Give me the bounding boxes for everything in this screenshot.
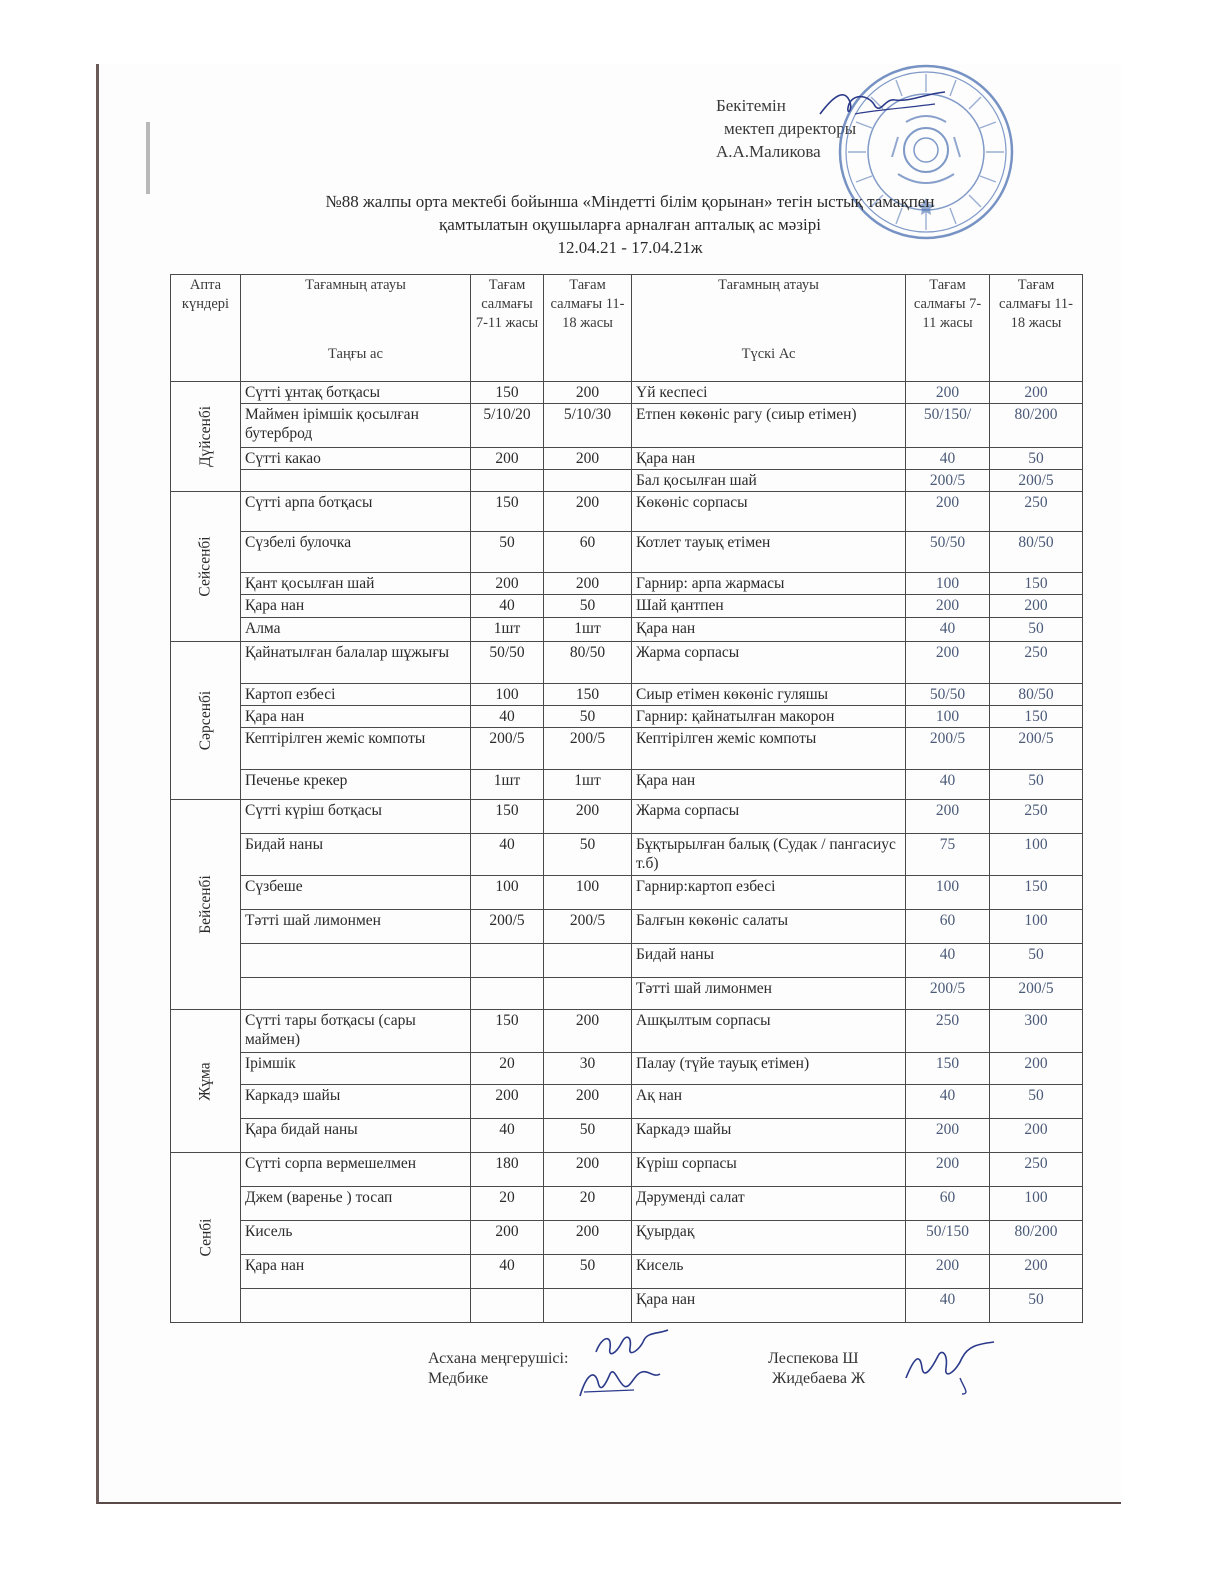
breakfast-weight-11-18-cell — [544, 978, 632, 1010]
lunch-dish-cell: Ақ нан — [632, 1085, 906, 1119]
table-row — [171, 470, 1083, 492]
lunch-weight-11-18-cell: 100 — [990, 1187, 1083, 1221]
lunch-weight-7-11-cell: 200 — [906, 1255, 990, 1289]
lunch-weight-11-18-cell: 200 — [990, 382, 1083, 404]
lunch-weight-11-18-cell: 250 — [990, 492, 1083, 532]
table-row — [171, 618, 1083, 642]
table-row — [171, 876, 1083, 910]
breakfast-weight-7-11-cell: 100 — [471, 876, 544, 910]
lunch-weight-7-11-cell: 100 — [906, 573, 990, 595]
breakfast-dish-cell: Бидай наны — [241, 834, 471, 876]
lunch-weight-11-18-cell: 50 — [990, 1289, 1083, 1323]
breakfast-weight-7-11-cell — [471, 1289, 544, 1323]
breakfast-weight-7-11-cell: 200 — [471, 573, 544, 595]
day-name-cell — [171, 800, 241, 1010]
lunch-dish-cell: Қара нан — [632, 618, 906, 642]
lunch-weight-11-18-cell: 80/50 — [990, 532, 1083, 573]
table-row — [171, 532, 1083, 573]
lunch-weight-11-18-cell: 250 — [990, 642, 1083, 684]
lunch-weight-11-18-cell: 50 — [990, 770, 1083, 800]
breakfast-weight-11-18-cell: 50 — [544, 1255, 632, 1289]
lunch-dish-cell: Қара нан — [632, 448, 906, 470]
lunch-weight-7-11-cell: 150 — [906, 1053, 990, 1085]
lunch-weight-11-18-cell: 100 — [990, 910, 1083, 944]
approval-line-1: Бекітемін — [716, 96, 786, 115]
breakfast-dish-cell: Қара нан — [241, 706, 471, 728]
breakfast-weight-7-11-cell: 150 — [471, 382, 544, 404]
lunch-dish-cell: Каркадэ шайы — [632, 1119, 906, 1153]
lunch-weight-11-18-cell: 100 — [990, 834, 1083, 876]
header-lunch-name: Тағамның атауы — [718, 277, 819, 293]
breakfast-weight-7-11-cell: 180 — [471, 1153, 544, 1187]
breakfast-dish-cell: Картоп езбесі — [241, 684, 471, 706]
head-signature — [900, 1338, 1000, 1396]
lunch-weight-7-11-cell: 200 — [906, 800, 990, 834]
footer-name-canteen: Леспекова Ш — [768, 1350, 859, 1367]
breakfast-weight-7-11-cell — [471, 944, 544, 978]
lunch-weight-7-11-cell: 100 — [906, 876, 990, 910]
lunch-weight-7-11-cell: 50/150/ — [906, 404, 990, 448]
breakfast-weight-11-18-cell: 200 — [544, 448, 632, 470]
breakfast-dish-cell: Сүтті сорпа вермешелмен — [241, 1153, 471, 1187]
day-name: Жұма — [196, 1061, 214, 1101]
breakfast-dish-cell: Сүтті тары ботқасы (сары маймен) — [241, 1010, 471, 1053]
lunch-dish-cell: Гарнир: қайнатылған макорон — [632, 706, 906, 728]
table-row — [171, 1119, 1083, 1153]
day-name-cell — [171, 642, 241, 800]
lunch-dish-cell: Ашқылтым сорпасы — [632, 1010, 906, 1053]
breakfast-dish-cell: Каркадэ шайы — [241, 1085, 471, 1119]
table-row — [171, 1053, 1083, 1085]
lunch-weight-7-11-cell: 40 — [906, 1085, 990, 1119]
breakfast-weight-7-11-cell: 40 — [471, 595, 544, 618]
lunch-weight-11-18-cell: 80/50 — [990, 684, 1083, 706]
lunch-weight-11-18-cell: 300 — [990, 1010, 1083, 1053]
header-breakfast-label: Таңғы ас — [328, 346, 383, 362]
table-row — [171, 834, 1083, 876]
table-row — [171, 573, 1083, 595]
breakfast-dish-cell: Сүзбелі булочка — [241, 532, 471, 573]
breakfast-weight-7-11-cell: 50/50 — [471, 642, 544, 684]
day-name: Сейсенбі — [196, 536, 214, 597]
breakfast-weight-11-18-cell: 20 — [544, 1187, 632, 1221]
menu-title — [230, 190, 1030, 259]
breakfast-weight-11-18-cell: 200 — [544, 382, 632, 404]
table-row — [171, 1221, 1083, 1255]
breakfast-dish-cell: Сүтті какао — [241, 448, 471, 470]
breakfast-weight-11-18-cell: 50 — [544, 834, 632, 876]
breakfast-dish-cell: Джем (варенье ) тосап — [241, 1187, 471, 1221]
title-line-2: қамтылатын оқушыларға арналған апталық ас мәзірі — [439, 215, 821, 234]
footer-role-nurse: Медбике — [428, 1370, 489, 1387]
lunch-weight-7-11-cell: 200/5 — [906, 728, 990, 770]
lunch-dish-cell: Үй кеспесі — [632, 382, 906, 404]
lunch-weight-11-18-cell: 150 — [990, 573, 1083, 595]
breakfast-weight-7-11-cell: 40 — [471, 1255, 544, 1289]
header-weight-7-11: Тағам салмағы 7-11 жасы — [471, 275, 544, 382]
breakfast-weight-11-18-cell: 200 — [544, 573, 632, 595]
lunch-weight-11-18-cell: 150 — [990, 706, 1083, 728]
lunch-weight-7-11-cell: 200 — [906, 492, 990, 532]
lunch-dish-cell: Гарнир:картоп езбесі — [632, 876, 906, 910]
lunch-weight-7-11-cell: 40 — [906, 770, 990, 800]
lunch-dish-cell: Қуырдақ — [632, 1221, 906, 1255]
lunch-weight-7-11-cell: 60 — [906, 1187, 990, 1221]
margin-mark — [146, 122, 150, 194]
table-row — [171, 1085, 1083, 1119]
breakfast-weight-11-18-cell: 200/5 — [544, 910, 632, 944]
table-row — [171, 1289, 1083, 1323]
canteen-signature — [592, 1326, 672, 1366]
day-name: Сәрсенбі — [197, 690, 214, 751]
lunch-weight-11-18-cell: 50 — [990, 618, 1083, 642]
lunch-weight-7-11-cell: 60 — [906, 910, 990, 944]
title-line-1: №88 жалпы орта мектебі бойынша «Міндетті білім қорынан» тегін ыстық тамақпен — [325, 192, 935, 211]
breakfast-weight-11-18-cell: 200 — [544, 1221, 632, 1255]
table-body — [171, 382, 1083, 1323]
table-row — [171, 492, 1083, 532]
lunch-dish-cell: Жарма сорпасы — [632, 642, 906, 684]
table-row — [171, 382, 1083, 404]
header-lunch — [632, 275, 906, 382]
lunch-weight-11-18-cell: 250 — [990, 1153, 1083, 1187]
lunch-dish-cell: Сиыр етімен көкөніс гуляшы — [632, 684, 906, 706]
breakfast-weight-7-11-cell: 20 — [471, 1187, 544, 1221]
lunch-dish-cell: Палау (түйе тауық етімен) — [632, 1053, 906, 1085]
day-name-cell — [171, 492, 241, 642]
lunch-weight-11-18-cell: 150 — [990, 876, 1083, 910]
table-row — [171, 800, 1083, 834]
breakfast-weight-7-11-cell: 20 — [471, 1053, 544, 1085]
breakfast-weight-11-18-cell: 200 — [544, 800, 632, 834]
lunch-weight-11-18-cell: 200/5 — [990, 470, 1083, 492]
table-row — [171, 1255, 1083, 1289]
breakfast-weight-7-11-cell: 5/10/20 — [471, 404, 544, 448]
lunch-weight-7-11-cell: 200 — [906, 595, 990, 618]
header-lunch-label: Түскі Ас — [741, 346, 796, 362]
breakfast-weight-7-11-cell: 100 — [471, 684, 544, 706]
breakfast-weight-11-18-cell: 200 — [544, 1085, 632, 1119]
lunch-weight-7-11-cell: 40 — [906, 1289, 990, 1323]
breakfast-weight-11-18-cell: 200 — [544, 1153, 632, 1187]
table-row — [171, 770, 1083, 800]
day-name: Дүйсенбі — [197, 405, 214, 468]
header-lunch-weight-7-11: Тағам салмағы 7-11 жасы — [906, 275, 990, 382]
breakfast-weight-7-11-cell: 40 — [471, 706, 544, 728]
breakfast-weight-11-18-cell: 200 — [544, 492, 632, 532]
table-row — [171, 978, 1083, 1010]
day-name-cell — [171, 382, 241, 492]
lunch-dish-cell: Қара нан — [632, 1289, 906, 1323]
breakfast-weight-11-18-cell — [544, 470, 632, 492]
lunch-weight-11-18-cell: 200 — [990, 1119, 1083, 1153]
lunch-dish-cell: Қара нан — [632, 770, 906, 800]
header-breakfast-name: Тағамның атауы — [305, 277, 406, 293]
breakfast-weight-7-11-cell: 50 — [471, 532, 544, 573]
breakfast-weight-7-11-cell: 1шт — [471, 770, 544, 800]
lunch-weight-7-11-cell: 75 — [906, 834, 990, 876]
lunch-dish-cell: Тәтті шай лимонмен — [632, 978, 906, 1010]
weekly-menu-table — [170, 274, 1083, 1323]
lunch-weight-7-11-cell: 200/5 — [906, 470, 990, 492]
breakfast-weight-11-18-cell: 100 — [544, 876, 632, 910]
footer-roles — [428, 1349, 568, 1389]
breakfast-dish-cell: Қара бидай наны — [241, 1119, 471, 1153]
breakfast-weight-11-18-cell: 50 — [544, 1119, 632, 1153]
day-name-cell — [171, 1010, 241, 1153]
lunch-weight-7-11-cell: 250 — [906, 1010, 990, 1053]
table-row — [171, 728, 1083, 770]
breakfast-weight-7-11-cell — [471, 978, 544, 1010]
table-row — [171, 706, 1083, 728]
lunch-dish-cell: Шай қантпен — [632, 595, 906, 618]
lunch-weight-7-11-cell: 100 — [906, 706, 990, 728]
table-row — [171, 944, 1083, 978]
breakfast-dish-cell — [241, 944, 471, 978]
table-row — [171, 1153, 1083, 1187]
breakfast-weight-11-18-cell: 150 — [544, 684, 632, 706]
lunch-dish-cell: Бидай наны — [632, 944, 906, 978]
breakfast-dish-cell: Маймен ірімшік қосылған бутерброд — [241, 404, 471, 448]
lunch-weight-7-11-cell: 200 — [906, 382, 990, 404]
lunch-weight-11-18-cell: 80/200 — [990, 1221, 1083, 1255]
breakfast-weight-7-11-cell: 200 — [471, 1085, 544, 1119]
lunch-weight-11-18-cell: 200 — [990, 1053, 1083, 1085]
table-row — [171, 910, 1083, 944]
lunch-weight-11-18-cell: 200 — [990, 1255, 1083, 1289]
breakfast-dish-cell: Ірімшік — [241, 1053, 471, 1085]
lunch-weight-7-11-cell: 40 — [906, 448, 990, 470]
lunch-dish-cell: Күріш сорпасы — [632, 1153, 906, 1187]
breakfast-dish-cell: Сүтті күріш ботқасы — [241, 800, 471, 834]
approval-line-3: А.А.Маликова — [716, 142, 821, 161]
breakfast-weight-11-18-cell — [544, 1289, 632, 1323]
breakfast-weight-11-18-cell: 200/5 — [544, 728, 632, 770]
breakfast-dish-cell — [241, 1289, 471, 1323]
breakfast-weight-11-18-cell: 50 — [544, 595, 632, 618]
lunch-dish-cell: Кисель — [632, 1255, 906, 1289]
lunch-dish-cell: Бал қосылған шай — [632, 470, 906, 492]
lunch-weight-7-11-cell: 40 — [906, 618, 990, 642]
footer-names — [768, 1349, 865, 1389]
breakfast-weight-11-18-cell: 200 — [544, 1010, 632, 1053]
breakfast-dish-cell: Сүтті арпа ботқасы — [241, 492, 471, 532]
table-row — [171, 642, 1083, 684]
lunch-dish-cell: Балғын көкөніс салаты — [632, 910, 906, 944]
lunch-weight-7-11-cell: 50/50 — [906, 532, 990, 573]
lunch-dish-cell: Гарнир: арпа жармасы — [632, 573, 906, 595]
footer-name-nurse: Жидебаева Ж — [772, 1370, 866, 1387]
breakfast-dish-cell: Қант қосылған шай — [241, 573, 471, 595]
table-row — [171, 448, 1083, 470]
breakfast-weight-7-11-cell: 200 — [471, 1221, 544, 1255]
lunch-weight-11-18-cell: 200 — [990, 595, 1083, 618]
breakfast-weight-11-18-cell: 50 — [544, 706, 632, 728]
lunch-weight-7-11-cell: 200/5 — [906, 978, 990, 1010]
lunch-dish-cell: Етпен көкөніс рагу (сиыр етімен) — [632, 404, 906, 448]
breakfast-weight-7-11-cell: 40 — [471, 1119, 544, 1153]
header-day: Апта күндері — [171, 275, 241, 382]
breakfast-weight-11-18-cell — [544, 944, 632, 978]
breakfast-weight-7-11-cell: 40 — [471, 834, 544, 876]
lunch-weight-11-18-cell: 80/200 — [990, 404, 1083, 448]
breakfast-weight-11-18-cell: 5/10/30 — [544, 404, 632, 448]
breakfast-dish-cell: Печенье крекер — [241, 770, 471, 800]
breakfast-dish-cell: Қара нан — [241, 595, 471, 618]
director-signature — [815, 84, 950, 124]
breakfast-weight-11-18-cell: 30 — [544, 1053, 632, 1085]
lunch-weight-11-18-cell: 200/5 — [990, 728, 1083, 770]
breakfast-dish-cell: Сүтті ұнтақ ботқасы — [241, 382, 471, 404]
breakfast-dish-cell: Кептірілген жеміс компоты — [241, 728, 471, 770]
approval-line-2: мектеп директоры — [724, 119, 857, 138]
lunch-weight-7-11-cell: 40 — [906, 944, 990, 978]
lunch-dish-cell: Бұқтырылған балық (Судак / пангасиус т.б) — [632, 834, 906, 876]
table-row — [171, 595, 1083, 618]
table-row — [171, 1187, 1083, 1221]
breakfast-dish-cell: Қара нан — [241, 1255, 471, 1289]
breakfast-dish-cell: Тәтті шай лимонмен — [241, 910, 471, 944]
breakfast-weight-7-11-cell — [471, 470, 544, 492]
breakfast-weight-7-11-cell: 200 — [471, 448, 544, 470]
header-lunch-weight-11-18: Тағам салмағы 11-18 жасы — [990, 275, 1083, 382]
day-name: Сенбі — [197, 1218, 214, 1257]
table-row — [171, 404, 1083, 448]
lunch-dish-cell: Көкөніс сорпасы — [632, 492, 906, 532]
title-dates: 12.04.21 - 17.04.21ж — [557, 238, 703, 257]
breakfast-dish-cell — [241, 978, 471, 1010]
day-name-cell — [171, 1153, 241, 1323]
lunch-weight-7-11-cell: 50/150 — [906, 1221, 990, 1255]
footer-role-canteen: Асхана меңгерушісі: — [428, 1350, 569, 1367]
breakfast-weight-7-11-cell: 1шт — [471, 618, 544, 642]
breakfast-dish-cell: Қайнатылған балалар шұжығы — [241, 642, 471, 684]
breakfast-weight-7-11-cell: 200/5 — [471, 728, 544, 770]
breakfast-weight-11-18-cell: 60 — [544, 532, 632, 573]
breakfast-dish-cell — [241, 470, 471, 492]
day-name: Бейсенбі — [196, 875, 214, 934]
breakfast-weight-11-18-cell: 1шт — [544, 770, 632, 800]
breakfast-weight-7-11-cell: 150 — [471, 1010, 544, 1053]
breakfast-dish-cell: Алма — [241, 618, 471, 642]
lunch-dish-cell: Котлет тауық етімен — [632, 532, 906, 573]
lunch-weight-11-18-cell: 50 — [990, 448, 1083, 470]
nurse-signature — [574, 1362, 664, 1402]
table-row — [171, 1010, 1083, 1053]
breakfast-weight-7-11-cell: 200/5 — [471, 910, 544, 944]
breakfast-weight-7-11-cell: 150 — [471, 492, 544, 532]
lunch-dish-cell: Кептірілген жеміс компоты — [632, 728, 906, 770]
lunch-weight-7-11-cell: 200 — [906, 642, 990, 684]
lunch-weight-11-18-cell: 200/5 — [990, 978, 1083, 1010]
table-header-row — [171, 275, 1083, 382]
breakfast-dish-cell: Сүзбеше — [241, 876, 471, 910]
header-breakfast — [241, 275, 471, 382]
breakfast-weight-11-18-cell: 80/50 — [544, 642, 632, 684]
table-row — [171, 684, 1083, 706]
lunch-weight-11-18-cell: 50 — [990, 1085, 1083, 1119]
lunch-weight-7-11-cell: 50/50 — [906, 684, 990, 706]
lunch-weight-7-11-cell: 200 — [906, 1153, 990, 1187]
header-weight-11-18: Тағам салмағы 11-18 жасы — [544, 275, 632, 382]
lunch-weight-11-18-cell: 250 — [990, 800, 1083, 834]
breakfast-weight-7-11-cell: 150 — [471, 800, 544, 834]
lunch-dish-cell: Дәруменді салат — [632, 1187, 906, 1221]
breakfast-dish-cell: Кисель — [241, 1221, 471, 1255]
lunch-dish-cell: Жарма сорпасы — [632, 800, 906, 834]
breakfast-weight-11-18-cell: 1шт — [544, 618, 632, 642]
lunch-weight-7-11-cell: 200 — [906, 1119, 990, 1153]
lunch-weight-11-18-cell: 50 — [990, 944, 1083, 978]
